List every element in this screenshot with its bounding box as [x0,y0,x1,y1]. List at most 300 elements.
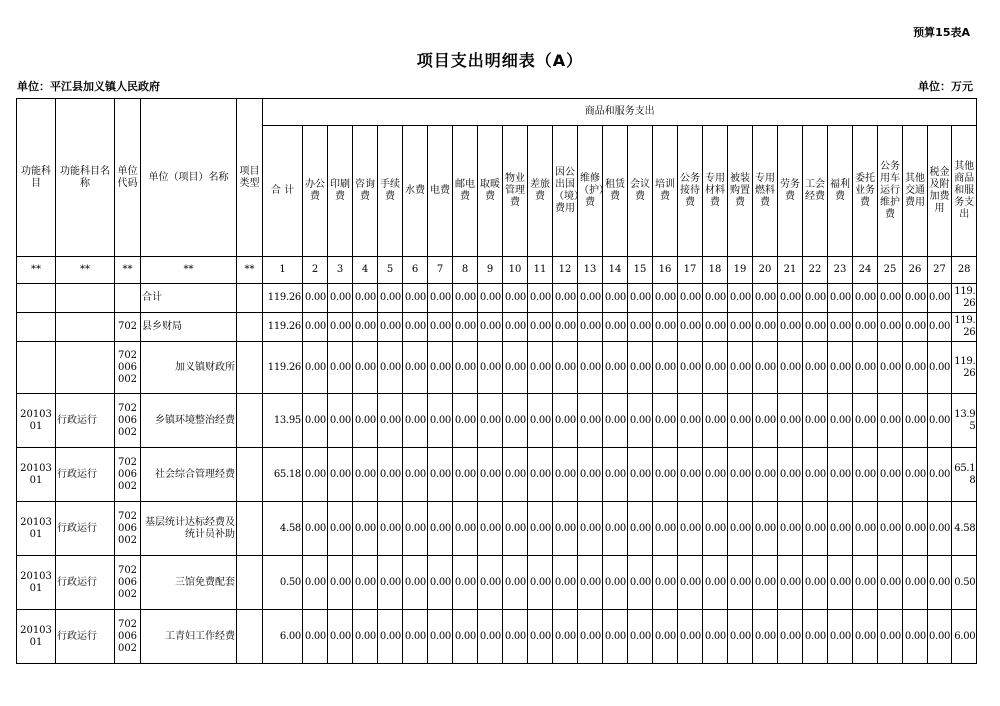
amount-cell: 0.00 [728,610,753,664]
total-cell: 119.26 [263,342,303,394]
col-sub-20: 专用燃料费 [753,126,778,257]
amount-cell: 0.00 [478,610,503,664]
col-sub-16: 培训费 [653,126,678,257]
amount-cell: 0.00 [453,610,478,664]
amount-cell: 0.00 [553,284,578,313]
amount-cell: 0.00 [678,394,703,448]
amount-cell: 0.00 [628,556,653,610]
amount-cell: 0.00 [528,313,553,342]
amount-cell: 0.00 [653,448,678,502]
amount-cell: 0.00 [928,313,952,342]
func-code-cell [17,284,56,313]
amount-cell: 0.00 [628,502,653,556]
project-type-cell [237,610,263,664]
amount-cell: 0.00 [303,313,328,342]
func-code-cell: 2010301 [17,610,56,664]
index-number-cell: 25 [878,257,903,284]
amount-cell: 0.00 [778,448,803,502]
amount-cell: 0.00 [728,313,753,342]
amount-cell: 0.00 [478,448,503,502]
item-name-cell: 合计 [141,284,237,313]
col-sub-19: 被装购置费 [728,126,753,257]
col-sub-8: 邮电费 [453,126,478,257]
amount-cell: 0.00 [403,394,428,448]
amount-cell: 0.00 [928,448,952,502]
amount-cell: 0.00 [528,394,553,448]
col-sub-1: 合 计 [263,126,303,257]
index-number-cell: 7 [428,257,453,284]
other-expense-cell: 119.26 [952,313,977,342]
amount-cell: 0.00 [853,342,878,394]
amount-cell: 0.00 [628,313,653,342]
amount-cell: 0.00 [753,610,778,664]
amount-cell: 0.00 [553,502,578,556]
item-name-cell: 县乡财局 [141,313,237,342]
amount-cell: 0.00 [653,502,678,556]
amount-cell: 0.00 [703,502,728,556]
amount-cell: 0.00 [578,556,603,610]
unit-code-cell: 702006002 [115,502,141,556]
amount-cell: 0.00 [428,394,453,448]
amount-cell: 0.00 [478,502,503,556]
index-star-cell: ** [115,257,141,284]
amount-cell: 0.00 [578,610,603,664]
col-sub-26: 其他交通费用 [903,126,928,257]
amount-cell: 0.00 [678,502,703,556]
col-sub-28: 其他商品和服务支出 [952,126,977,257]
amount-cell: 0.00 [328,502,353,556]
unit-code-cell [115,284,141,313]
amount-cell: 0.00 [653,284,678,313]
amount-cell: 0.00 [628,610,653,664]
col-unit-code: 单位代码 [115,99,141,257]
func-code-cell: 2010301 [17,556,56,610]
amount-cell: 0.00 [353,502,378,556]
amount-cell: 0.00 [603,284,628,313]
table-row [17,610,977,664]
amount-cell: 0.00 [503,313,528,342]
amount-cell: 0.00 [803,610,828,664]
amount-cell: 0.00 [578,448,603,502]
amount-cell: 0.00 [728,502,753,556]
amount-cell: 0.00 [678,342,703,394]
amount-cell: 0.00 [678,556,703,610]
amount-cell: 0.00 [303,284,328,313]
amount-cell: 0.00 [903,448,928,502]
amount-cell: 0.00 [478,342,503,394]
amount-cell: 0.00 [578,394,603,448]
table-id: 预算15表A [913,26,970,39]
project-type-cell [237,556,263,610]
col-sub-18: 专用材料费 [703,126,728,257]
amount-cell: 0.00 [553,556,578,610]
amount-cell: 0.00 [878,394,903,448]
amount-cell: 0.00 [453,284,478,313]
col-project-type: 项目类型 [237,99,263,257]
total-cell: 6.00 [263,610,303,664]
amount-cell: 0.00 [728,394,753,448]
index-number-cell: 27 [928,257,952,284]
index-number-cell: 14 [603,257,628,284]
unit-code-cell: 702006002 [115,342,141,394]
unit-code-cell: 702 [115,313,141,342]
index-number-cell: 1 [263,257,303,284]
amount-cell: 0.00 [428,610,453,664]
index-number-cell: 28 [952,257,977,284]
amount-cell: 0.00 [603,610,628,664]
amount-cell: 0.00 [778,284,803,313]
col-sub-2: 办公费 [303,126,328,257]
index-star-cell: ** [237,257,263,284]
index-number-cell: 23 [828,257,853,284]
amount-cell: 0.00 [353,313,378,342]
amount-cell: 0.00 [653,556,678,610]
func-name-cell: 行政运行 [56,394,115,448]
amount-cell: 0.00 [878,556,903,610]
amount-cell: 0.00 [378,610,403,664]
project-type-cell [237,342,263,394]
amount-cell: 0.00 [753,556,778,610]
amount-cell: 0.00 [653,342,678,394]
project-type-cell [237,284,263,313]
amount-cell: 0.00 [878,448,903,502]
other-expense-cell: 119.26 [952,342,977,394]
amount-cell: 0.00 [853,610,878,664]
amount-cell: 0.00 [528,610,553,664]
index-number-cell: 4 [353,257,378,284]
amount-cell: 0.00 [528,502,553,556]
index-number-cell: 5 [378,257,403,284]
func-name-cell [56,342,115,394]
amount-cell: 0.00 [678,284,703,313]
col-sub-6: 水费 [403,126,428,257]
amount-cell: 0.00 [703,342,728,394]
col-sub-22: 工会经费 [803,126,828,257]
index-number-cell: 10 [503,257,528,284]
amount-cell: 0.00 [828,284,853,313]
amount-cell: 0.00 [503,610,528,664]
index-number-cell: 17 [678,257,703,284]
amount-cell: 0.00 [778,610,803,664]
other-expense-cell: 65.18 [952,448,977,502]
amount-cell: 0.00 [878,610,903,664]
amount-cell: 0.00 [753,313,778,342]
amount-cell: 0.00 [853,394,878,448]
amount-cell: 0.00 [928,556,952,610]
amount-cell: 0.00 [428,448,453,502]
amount-cell: 0.00 [403,556,428,610]
func-name-cell: 行政运行 [56,448,115,502]
amount-cell: 0.00 [803,502,828,556]
unit-label: 单位：平江县加义镇人民政府 [17,80,160,93]
table-row [17,448,977,502]
amount-cell: 0.00 [403,342,428,394]
amount-cell: 0.00 [928,610,952,664]
amount-cell: 0.00 [403,502,428,556]
amount-cell: 0.00 [803,394,828,448]
project-type-cell [237,313,263,342]
amount-cell: 0.00 [803,448,828,502]
index-number-cell: 16 [653,257,678,284]
col-sub-7: 电费 [428,126,453,257]
amount-cell: 0.00 [703,284,728,313]
col-sub-17: 公务接待费 [678,126,703,257]
amount-cell: 0.00 [903,284,928,313]
amount-cell: 0.00 [778,394,803,448]
amount-cell: 0.00 [928,394,952,448]
index-number-cell: 12 [553,257,578,284]
col-sub-5: 手续费 [378,126,403,257]
amount-cell: 0.00 [828,394,853,448]
amount-cell: 0.00 [803,556,828,610]
amount-cell: 0.00 [303,502,328,556]
amount-cell: 0.00 [503,342,528,394]
table-row [17,284,977,313]
amount-cell: 0.00 [603,394,628,448]
amount-cell: 0.00 [578,284,603,313]
amount-cell: 0.00 [353,556,378,610]
total-cell: 13.95 [263,394,303,448]
item-name-cell: 乡镇环境整治经费 [141,394,237,448]
amount-cell: 0.00 [403,448,428,502]
col-group-goods-services: 商品和服务支出 [263,99,977,126]
index-number-cell: 21 [778,257,803,284]
table-row [17,556,977,610]
func-code-cell: 2010301 [17,394,56,448]
amount-cell: 0.00 [378,502,403,556]
amount-cell: 0.00 [328,313,353,342]
unit-code-cell: 702006002 [115,448,141,502]
amount-cell: 0.00 [328,556,353,610]
amount-cell: 0.00 [303,448,328,502]
amount-cell: 0.00 [703,394,728,448]
index-number-cell: 15 [628,257,653,284]
amount-cell: 0.00 [303,610,328,664]
item-name-cell: 基层统计达标经费及统计员补助 [141,502,237,556]
amount-cell: 0.00 [528,342,553,394]
item-name-cell: 加义镇财政所 [141,342,237,394]
amount-cell: 0.00 [603,502,628,556]
amount-cell: 0.00 [353,284,378,313]
unit-code-cell: 702006002 [115,394,141,448]
amount-cell: 0.00 [653,394,678,448]
amount-cell: 0.00 [578,313,603,342]
item-name-cell: 工青妇工作经费 [141,610,237,664]
index-number-cell: 22 [803,257,828,284]
amount-cell: 0.00 [528,556,553,610]
amount-cell: 0.00 [653,610,678,664]
amount-cell: 0.00 [703,556,728,610]
amount-cell: 0.00 [703,610,728,664]
amount-cell: 0.00 [903,556,928,610]
unit-code-cell: 702006002 [115,610,141,664]
index-number-cell: 6 [403,257,428,284]
amount-cell: 0.00 [853,313,878,342]
amount-cell: 0.00 [728,556,753,610]
index-number-cell: 24 [853,257,878,284]
amount-cell: 0.00 [378,313,403,342]
amount-cell: 0.00 [378,394,403,448]
amount-cell: 0.00 [828,556,853,610]
index-number-cell: 18 [703,257,728,284]
amount-cell: 0.00 [453,342,478,394]
col-sub-14: 租赁费 [603,126,628,257]
index-number-cell: 8 [453,257,478,284]
table-row [17,313,977,342]
amount-cell: 0.00 [928,284,952,313]
col-sub-13: 维修（护）费 [578,126,603,257]
amount-cell: 0.00 [603,556,628,610]
func-code-cell: 2010301 [17,502,56,556]
amount-cell: 0.00 [678,313,703,342]
col-sub-12: 因公出国（境）费用 [553,126,578,257]
total-cell: 119.26 [263,313,303,342]
col-unit-name: 单位（项目）名称 [141,99,237,257]
amount-cell: 0.00 [303,556,328,610]
amount-cell: 0.00 [353,342,378,394]
func-name-cell: 行政运行 [56,610,115,664]
amount-cell: 0.00 [728,342,753,394]
amount-cell: 0.00 [378,284,403,313]
amount-cell: 0.00 [328,394,353,448]
amount-cell: 0.00 [528,284,553,313]
amount-cell: 0.00 [403,313,428,342]
table-row [17,394,977,448]
amount-cell: 0.00 [428,556,453,610]
col-sub-27: 税金及附加费用 [928,126,952,257]
amount-cell: 0.00 [453,313,478,342]
other-expense-cell: 13.95 [952,394,977,448]
amount-cell: 0.00 [503,448,528,502]
amount-cell: 0.00 [803,342,828,394]
project-type-cell [237,394,263,448]
amount-cell: 0.00 [703,313,728,342]
amount-cell: 0.00 [428,342,453,394]
amount-cell: 0.00 [928,502,952,556]
amount-cell: 0.00 [828,342,853,394]
amount-cell: 0.00 [303,394,328,448]
amount-cell: 0.00 [378,448,403,502]
project-type-cell [237,502,263,556]
amount-cell: 0.00 [778,502,803,556]
amount-cell: 0.00 [653,313,678,342]
amount-cell: 0.00 [478,313,503,342]
amount-cell: 0.00 [903,610,928,664]
amount-cell: 0.00 [303,342,328,394]
amount-cell: 0.00 [453,556,478,610]
col-sub-25: 公务用车运行维护费 [878,126,903,257]
expense-detail-table [16,98,977,664]
amount-cell: 0.00 [328,284,353,313]
index-number-cell: 9 [478,257,503,284]
col-sub-24: 委托业务费 [853,126,878,257]
amount-cell: 0.00 [603,342,628,394]
total-cell: 0.50 [263,556,303,610]
index-number-cell: 26 [903,257,928,284]
amount-cell: 0.00 [353,610,378,664]
col-sub-4: 咨询费 [353,126,378,257]
amount-cell: 0.00 [353,448,378,502]
amount-cell: 0.00 [503,284,528,313]
func-code-cell [17,342,56,394]
amount-cell: 0.00 [503,394,528,448]
amount-cell: 0.00 [453,502,478,556]
amount-cell: 0.00 [478,394,503,448]
amount-cell: 0.00 [878,342,903,394]
amount-cell: 0.00 [578,342,603,394]
col-sub-11: 差旅费 [528,126,553,257]
amount-cell: 0.00 [478,284,503,313]
amount-cell: 0.00 [753,448,778,502]
amount-cell: 0.00 [403,284,428,313]
amount-cell: 0.00 [778,313,803,342]
col-sub-9: 取暖费 [478,126,503,257]
other-expense-cell: 6.00 [952,610,977,664]
func-name-cell: 行政运行 [56,556,115,610]
func-name-cell: 行政运行 [56,502,115,556]
amount-cell: 0.00 [478,556,503,610]
amount-cell: 0.00 [603,313,628,342]
amount-cell: 0.00 [678,448,703,502]
index-number-cell: 3 [328,257,353,284]
amount-cell: 0.00 [728,284,753,313]
amount-cell: 0.00 [628,394,653,448]
col-sub-15: 会议费 [628,126,653,257]
func-name-cell [56,313,115,342]
amount-cell: 0.00 [678,610,703,664]
amount-cell: 0.00 [828,448,853,502]
currency-unit-label: 单位：万元 [918,80,973,93]
amount-cell: 0.00 [828,313,853,342]
col-sub-21: 劳务费 [778,126,803,257]
amount-cell: 0.00 [553,394,578,448]
amount-cell: 0.00 [828,502,853,556]
project-type-cell [237,448,263,502]
amount-cell: 0.00 [878,502,903,556]
amount-cell: 0.00 [428,284,453,313]
table-row [17,502,977,556]
amount-cell: 0.00 [453,448,478,502]
amount-cell: 0.00 [778,556,803,610]
amount-cell: 0.00 [603,448,628,502]
amount-cell: 0.00 [753,284,778,313]
amount-cell: 0.00 [353,394,378,448]
index-star-cell: ** [141,257,237,284]
unit-code-cell: 702006002 [115,556,141,610]
table-row [17,342,977,394]
total-cell: 4.58 [263,502,303,556]
amount-cell: 0.00 [903,502,928,556]
other-expense-cell: 0.50 [952,556,977,610]
amount-cell: 0.00 [928,342,952,394]
amount-cell: 0.00 [553,448,578,502]
index-number-cell: 2 [303,257,328,284]
func-code-cell: 2010301 [17,448,56,502]
amount-cell: 0.00 [378,556,403,610]
index-star-cell: ** [17,257,56,284]
amount-cell: 0.00 [428,502,453,556]
total-cell: 65.18 [263,448,303,502]
index-number-cell: 20 [753,257,778,284]
amount-cell: 0.00 [753,342,778,394]
other-expense-cell: 119.26 [952,284,977,313]
item-name-cell: 社会综合管理经费 [141,448,237,502]
amount-cell: 0.00 [878,313,903,342]
amount-cell: 0.00 [328,342,353,394]
other-expense-cell: 4.58 [952,502,977,556]
amount-cell: 0.00 [753,394,778,448]
amount-cell: 0.00 [753,502,778,556]
